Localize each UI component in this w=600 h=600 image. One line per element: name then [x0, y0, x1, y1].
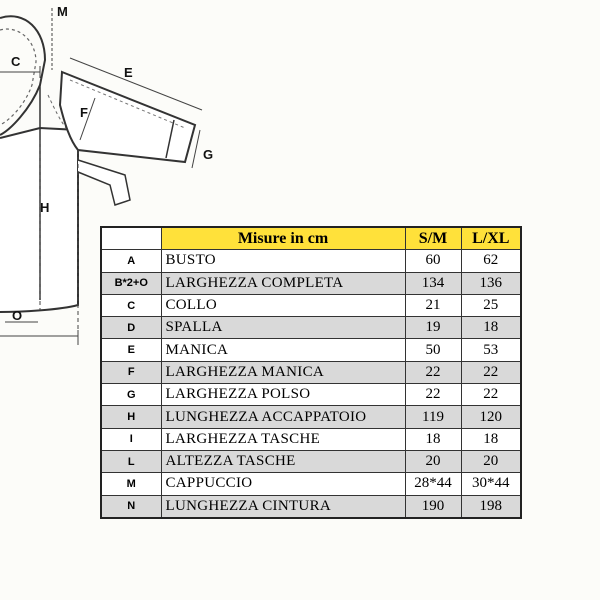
- table-row: [101, 406, 521, 428]
- row-sm: 22: [405, 361, 461, 383]
- row-sm: 19: [405, 317, 461, 339]
- header-measure: Misure in cm: [161, 227, 405, 250]
- label-o: O: [12, 308, 23, 323]
- row-name: COLLO: [161, 294, 405, 316]
- row-lxl: 30*44: [461, 473, 521, 495]
- row-name: SPALLA: [161, 317, 405, 339]
- row-lxl: 25: [461, 294, 521, 316]
- row-code: L: [101, 450, 161, 472]
- table-row: [101, 317, 521, 339]
- table-row: [101, 294, 521, 316]
- table-row: [101, 250, 521, 272]
- row-sm: 119: [405, 406, 461, 428]
- row-name: LUNGHEZZA CINTURA: [161, 495, 405, 518]
- table-row: [101, 361, 521, 383]
- cuff-width-measure: [192, 130, 200, 168]
- row-name: LUNGHEZZA ACCAPPATOIO: [161, 406, 405, 428]
- table-row: [101, 495, 521, 518]
- table-row: [101, 384, 521, 406]
- row-code: I: [101, 428, 161, 450]
- row-code: G: [101, 384, 161, 406]
- table-row: [101, 272, 521, 294]
- row-lxl: 22: [461, 384, 521, 406]
- row-sm: 134: [405, 272, 461, 294]
- row-lxl: 18: [461, 428, 521, 450]
- row-sm: 22: [405, 384, 461, 406]
- label-c: C: [11, 54, 21, 69]
- row-code: E: [101, 339, 161, 361]
- row-name: LARGHEZZA MANICA: [161, 361, 405, 383]
- row-lxl: 136: [461, 272, 521, 294]
- row-sm: 18: [405, 428, 461, 450]
- table-row: [101, 339, 521, 361]
- row-name: CAPPUCCIO: [161, 473, 405, 495]
- label-e: E: [124, 65, 133, 80]
- header-sm: S/M: [405, 227, 461, 250]
- label-g: G: [203, 147, 214, 162]
- row-code: B*2+O: [101, 272, 161, 294]
- row-name: LARGHEZZA TASCHE: [161, 428, 405, 450]
- row-code: N: [101, 495, 161, 518]
- row-sm: 21: [405, 294, 461, 316]
- row-name: LARGHEZZA COMPLETA: [161, 272, 405, 294]
- row-name: BUSTO: [161, 250, 405, 272]
- row-sm: 190: [405, 495, 461, 518]
- row-lxl: 20: [461, 450, 521, 472]
- label-m: M: [57, 4, 68, 19]
- size-table: [100, 226, 522, 519]
- robe-belt: [78, 160, 130, 205]
- row-sm: 50: [405, 339, 461, 361]
- row-name: ALTEZZA TASCHE: [161, 450, 405, 472]
- hood-inner: [0, 29, 36, 125]
- row-lxl: 22: [461, 361, 521, 383]
- row-sm: 60: [405, 250, 461, 272]
- row-name: LARGHEZZA POLSO: [161, 384, 405, 406]
- row-code: D: [101, 317, 161, 339]
- row-sm: 20: [405, 450, 461, 472]
- row-sm: 28*44: [405, 473, 461, 495]
- table-row: [101, 473, 521, 495]
- hood-outline: [0, 16, 45, 135]
- label-h: H: [40, 200, 50, 215]
- row-code: A: [101, 250, 161, 272]
- row-code: C: [101, 294, 161, 316]
- row-name: MANICA: [161, 339, 405, 361]
- header-code: [101, 227, 161, 250]
- row-code: H: [101, 406, 161, 428]
- table-header-row: [101, 227, 521, 250]
- row-lxl: 62: [461, 250, 521, 272]
- table-row: [101, 450, 521, 472]
- table-row: [101, 428, 521, 450]
- row-lxl: 18: [461, 317, 521, 339]
- robe-body: [0, 128, 78, 312]
- row-code: F: [101, 361, 161, 383]
- row-lxl: 120: [461, 406, 521, 428]
- row-lxl: 198: [461, 495, 521, 518]
- row-lxl: 53: [461, 339, 521, 361]
- label-f: F: [80, 105, 88, 120]
- row-code: M: [101, 473, 161, 495]
- header-lxl: L/XL: [461, 227, 521, 250]
